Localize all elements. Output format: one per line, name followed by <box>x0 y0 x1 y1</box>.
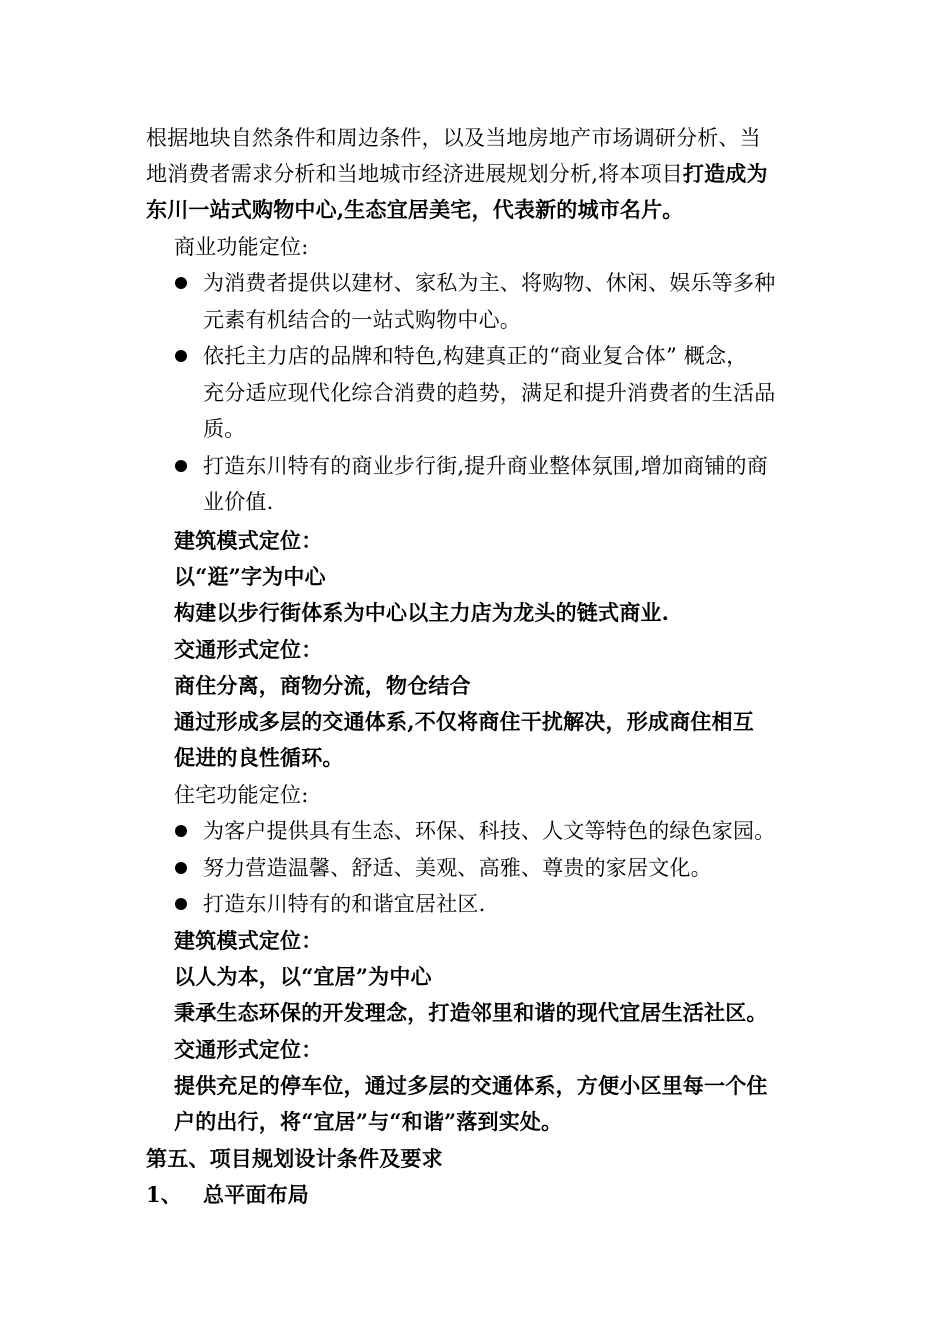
residential-arch-heading: 建筑模式定位： <box>174 928 323 953</box>
commercial-heading: 商业功能定位: <box>174 235 309 259</box>
commercial-bullet-2-line-2: 充分适应现代化综合消费的趋势，满足和提升消费者的生活品 <box>203 381 776 405</box>
commercial-arch-line-2: 构建以步行街体系为中心以主力店为龙头的链式商业. <box>174 600 670 625</box>
residential-bullet-1: 为客户提供具有生态、环保、科技、人文等特色的绿色家园。 <box>203 819 776 843</box>
commercial-traffic-line-2: 通过形成多层的交通体系,不仅将商住干扰解决，形成商住相互 <box>174 709 754 734</box>
residential-bullet-3: 打造东川特有的和谐宜居社区. <box>203 892 486 916</box>
intro-line-1: 根据地块自然条件和周边条件，以及当地房地产市场调研分析、当 <box>146 126 761 150</box>
section-5-item-title: 总平面布局 <box>203 1182 309 1207</box>
residential-arch-line-1: 以人为本，以“宜居”为中心 <box>174 964 432 989</box>
commercial-bullet-3-line-1: 打造东川特有的商业步行街,提升商业整体氛围,增加商铺的商 <box>203 454 768 478</box>
section-5-title: 第五、项目规划设计条件及要求 <box>146 1146 443 1171</box>
bullet-icon <box>175 277 187 289</box>
bullet-icon <box>175 460 187 472</box>
residential-bullet-2: 努力营造温馨、舒适、美观、高雅、尊贵的家居文化。 <box>203 856 712 880</box>
commercial-traffic-heading: 交通形式定位： <box>174 637 323 662</box>
commercial-bullet-2-line-3: 质。 <box>203 417 246 441</box>
commercial-arch-line-1: 以“逛”字为中心 <box>174 564 326 589</box>
section-5-item-number: 1、 <box>146 1182 183 1207</box>
residential-traffic-heading: 交通形式定位： <box>174 1037 323 1062</box>
residential-arch-line-2: 秉承生态环保的开发理念，打造邻里和谐的现代宜居生活社区。 <box>174 1000 768 1025</box>
bullet-icon <box>175 350 187 362</box>
commercial-arch-heading: 建筑模式定位： <box>174 528 323 553</box>
commercial-bullet-1-line-1: 为消费者提供以建材、家私为主、将购物、休闲、娱乐等多种 <box>203 271 776 295</box>
commercial-bullet-3-line-2: 业价值. <box>203 490 274 514</box>
bullet-icon <box>175 862 187 874</box>
intro-line-2-bold: 打造成为 <box>682 161 768 186</box>
commercial-bullet-1-line-2: 元素有机结合的一站式购物中心。 <box>203 308 521 332</box>
bullet-icon <box>175 825 187 837</box>
intro-line-3: 东川一站式购物中心,生态宜居美宅，代表新的城市名片。 <box>146 197 684 222</box>
residential-traffic-line-1: 提供充足的停车位，通过多层的交通体系，方便小区里每一个住 <box>174 1073 768 1098</box>
intro-line-2 <box>146 156 768 192</box>
commercial-traffic-line-3: 促进的良性循环。 <box>174 745 344 770</box>
commercial-traffic-line-1: 商住分离，商物分流，物仓结合 <box>174 673 471 698</box>
bullet-icon <box>175 898 187 910</box>
commercial-bullet-2-line-1: 依托主力店的品牌和特色,构建真正的“商业复合体” 概念， <box>203 344 748 368</box>
intro-line-2-normal: 地消费者需求分析和当地城市经济进展规划分析,将本项目 <box>146 162 683 186</box>
residential-traffic-line-2: 户的出行，将“宜居”与“和谐”落到实处。 <box>174 1109 563 1134</box>
residential-heading: 住宅功能定位: <box>174 783 309 807</box>
